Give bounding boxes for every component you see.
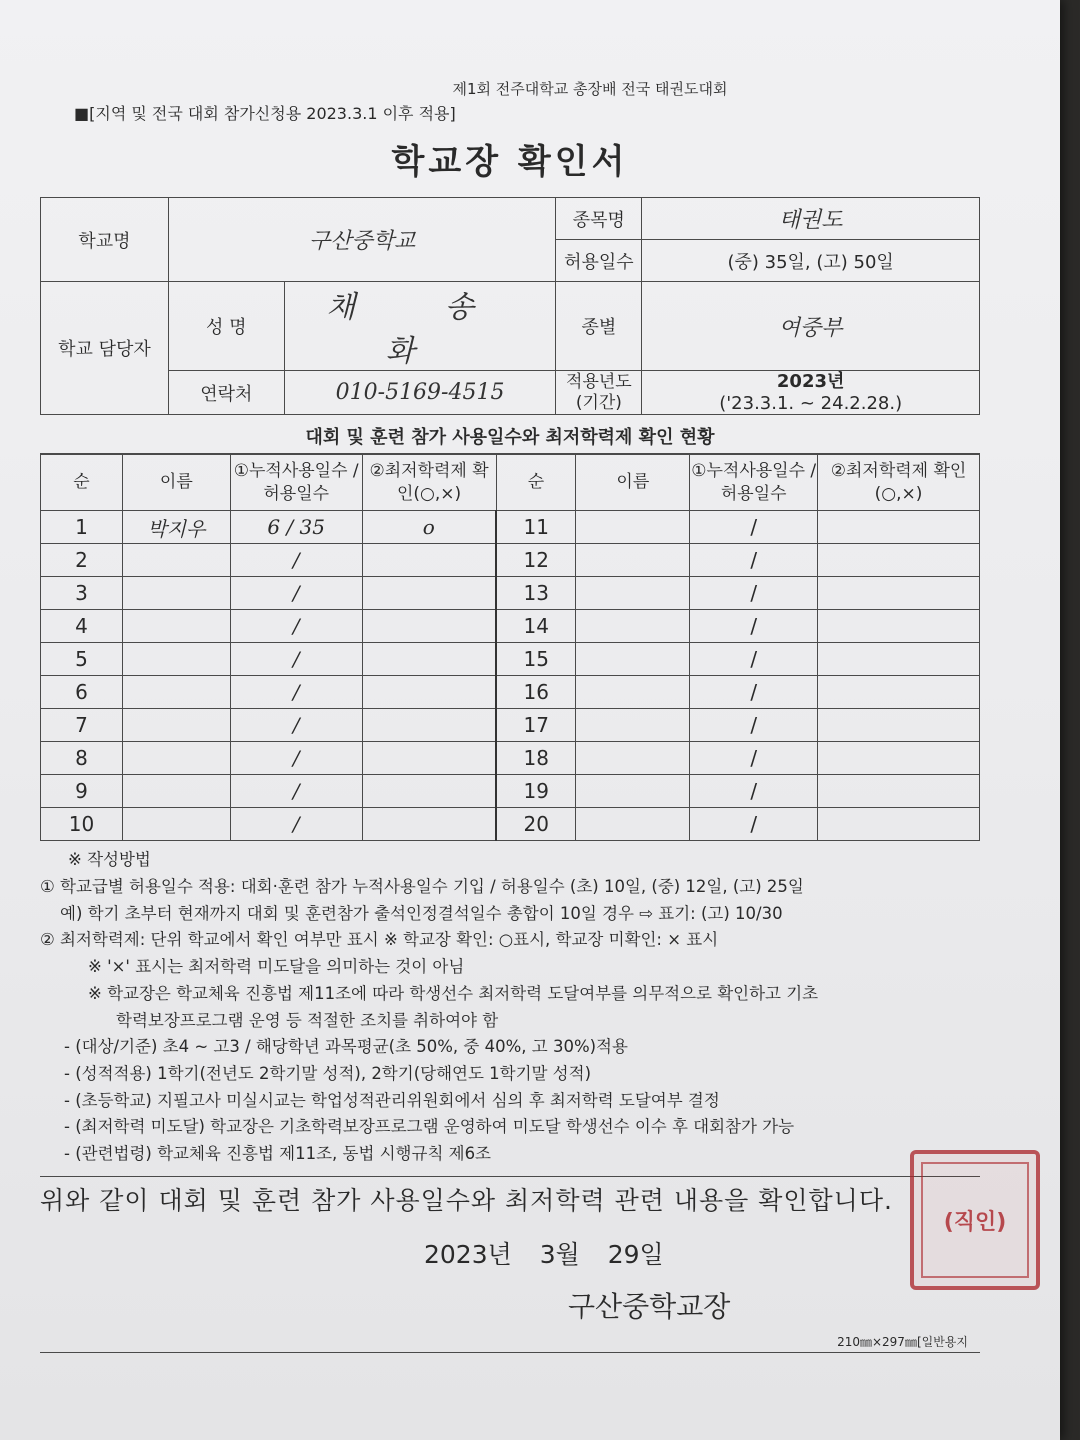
page-title: 학교장 확인서 [391,142,629,182]
row-days: 6 / 35 [230,511,362,544]
paper-size-note: 210㎜×297㎜[일반용지 [40,1333,980,1353]
col-no: 순 [41,455,123,511]
usage-section-title: 대회 및 훈련 참가 사용일수와 최저학력제 확인 현황 [40,415,980,454]
row-days: / [230,742,362,775]
row-days-2: / [690,511,818,544]
seal-text: (직인) [921,1162,1029,1278]
row-no-2: 11 [496,511,576,544]
row-no-2: 12 [496,544,576,577]
row-check [362,808,496,841]
row-no: 6 [41,676,123,709]
row-name [122,676,230,709]
year-label: 적용년도 (기간) [556,371,642,415]
scope-note: ■[지역 및 전국 대회 참가신청용 2023.3.1 이후 적용] [74,104,456,123]
usage-rows [41,511,980,841]
row-check-2 [818,742,980,775]
table-row [41,709,980,742]
row-no: 7 [41,709,123,742]
row-check-2 [818,643,980,676]
row-no: 10 [41,808,123,841]
row-days: / [230,610,362,643]
col-name: 이름 [122,455,230,511]
row-name [122,742,230,775]
table-row [41,577,980,610]
row-no-2: 17 [496,709,576,742]
table-row [41,544,980,577]
table-row [41,643,980,676]
row-days-2: / [690,643,818,676]
row-check-2 [818,775,980,808]
row-name: 박지우 [122,511,230,544]
row-days: / [230,808,362,841]
row-days-2: / [690,709,818,742]
notes [40,847,980,1168]
row-no-2: 15 [496,643,576,676]
row-days-2: / [690,610,818,643]
row-name-2 [576,577,690,610]
row-check: o [362,511,496,544]
row-check [362,709,496,742]
row-name-2 [576,775,690,808]
contact-value: 010-5169-4515 [284,371,556,415]
row-check-2 [818,544,980,577]
year-value: 2023년 [776,371,845,392]
row-no: 2 [41,544,123,577]
row-days: / [230,676,362,709]
sport-value: 태권도 [642,198,980,240]
row-no-2: 16 [496,676,576,709]
table-row [41,676,980,709]
row-check [362,610,496,643]
row-days: / [230,544,362,577]
category-label: 종별 [556,282,642,371]
name-label: 성 명 [168,282,284,371]
row-name [122,610,230,643]
row-no-2: 19 [496,775,576,808]
table-row [41,742,980,775]
school-label: 학교명 [41,198,169,282]
row-name [122,643,230,676]
note-1-example: 예) 학기 초부터 현재까지 대회 및 훈련참가 출석인정결석일수 총합이 10일 경우 ⇨ 표기: (고) 10/30 [60,903,783,923]
row-check [362,676,496,709]
table-row [41,610,980,643]
row-check-2 [818,808,980,841]
row-check [362,643,496,676]
note-d1: - (대상/기준) 초4 ~ 고3 / 해당학년 과목평균(초 50%, 중 40%, 고 30%)적용 [64,1037,628,1057]
row-no: 8 [41,742,123,775]
date-year: 2023년 [424,1239,512,1269]
row-days: / [230,577,362,610]
event-title: 제1회 전주대학교 총장배 전국 태권도대회 [452,80,728,98]
row-days: / [230,775,362,808]
note-2: ② 최저학력제: 단위 학교에서 확인 여부만 표시 ※ 학교장 확인: ○표시, 학교장 미확인: × 표시 [40,930,719,950]
row-check [362,577,496,610]
row-days-2: / [690,808,818,841]
row-name-2 [576,742,690,775]
row-name [122,544,230,577]
date-day: 29일 [607,1239,664,1269]
usage-table [40,454,980,841]
row-name-2 [576,511,690,544]
row-no-2: 20 [496,808,576,841]
row-name-2 [576,610,690,643]
row-no-2: 14 [496,610,576,643]
row-days-2: / [690,676,818,709]
row-check-2 [818,511,980,544]
row-name [122,709,230,742]
note-d3: - (초등학교) 지필고사 미실시교는 학업성적관리위원회에서 심의 후 최저학력 도달여부 결정 [64,1090,720,1110]
allowed-value: (중) 35일, (고) 50일 [642,240,980,282]
row-no: 4 [41,610,123,643]
note-1: ① 학교급별 허용일수 적용: 대회·훈련 참가 누적사용일수 기입 / 허용일수 (초) 10일, (중) 12일, (고) 25일 [40,876,804,896]
year-cell [642,371,980,415]
row-name-2 [576,709,690,742]
note-d2: - (성적적용) 1학기(전년도 2학기말 성적), 2학기(당해연도 1학기말 성적) [64,1063,592,1083]
note-d4: - (최저학력 미도달) 학교장은 기초학력보장프로그램 운영하여 미도달 학생선수 이수 후 대회참가 가능 [64,1117,795,1137]
note-2-a: ※ '×' 표시는 최저학력 미도달을 의미하는 것이 아님 [88,957,465,977]
row-check-2 [818,709,980,742]
row-name-2 [576,676,690,709]
document [40,78,980,1353]
sport-label: 종목명 [556,198,642,240]
period-value: ('23.3.1. ~ 24.2.28.) [719,392,903,414]
row-name [122,775,230,808]
col-days: ①누적사용일수 /허용일수 [230,455,362,511]
row-name-2 [576,544,690,577]
name-value: 채 송 화 [284,282,556,371]
confirm-statement: 위와 같이 대회 및 훈련 참가 사용일수와 최저학력 관련 내용을 확인합니다. [40,1176,980,1217]
row-days: / [230,643,362,676]
row-days-2: / [690,577,818,610]
confirm-date [424,1235,980,1271]
table-row [41,808,980,841]
note-2-b2: 학력보장프로그램 운영 등 적절한 조치를 취하여야 함 [116,1010,499,1030]
table-row [41,511,980,544]
school-value: 구산중학교 [168,198,556,282]
manager-label: 학교 담당자 [41,282,169,415]
row-check [362,544,496,577]
row-name-2 [576,808,690,841]
row-name [122,577,230,610]
notes-heading: ※ 작성방법 [68,850,151,870]
row-no: 9 [41,775,123,808]
note-2-b: ※ 학교장은 학교체육 진흥법 제11조에 따라 학생선수 최저학력 도달여부를 의무적으로 확인하고 기초 [88,983,819,1003]
row-no: 3 [41,577,123,610]
row-name [122,808,230,841]
row-check [362,742,496,775]
col-days-2: ①누적사용일수 /허용일수 [690,455,818,511]
col-name-2: 이름 [576,455,690,511]
row-name-2 [576,643,690,676]
row-days-2: / [690,775,818,808]
col-check-2: ②최저학력제 확인(○,×) [818,455,980,511]
col-no-2: 순 [496,455,576,511]
row-days-2: / [690,742,818,775]
row-no: 1 [41,511,123,544]
row-no: 5 [41,643,123,676]
row-check-2 [818,676,980,709]
allowed-label: 허용일수 [556,240,642,282]
official-seal-stamp [910,1150,1040,1290]
contact-label: 연락처 [168,371,284,415]
principal-signature: 구산중학교장 [568,1289,731,1323]
row-check [362,775,496,808]
col-check: ②최저학력제 확인(○,×) [362,455,496,511]
category-value: 여중부 [642,282,980,371]
info-table [40,197,980,415]
row-days: / [230,709,362,742]
date-month: 3월 [539,1239,580,1269]
row-no-2: 13 [496,577,576,610]
row-check-2 [818,610,980,643]
row-no-2: 18 [496,742,576,775]
row-days-2: / [690,544,818,577]
table-row [41,775,980,808]
note-d5: - (관련법령) 학교체육 진흥법 제11조, 동법 시행규칙 제6조 [64,1144,491,1164]
row-check-2 [818,577,980,610]
